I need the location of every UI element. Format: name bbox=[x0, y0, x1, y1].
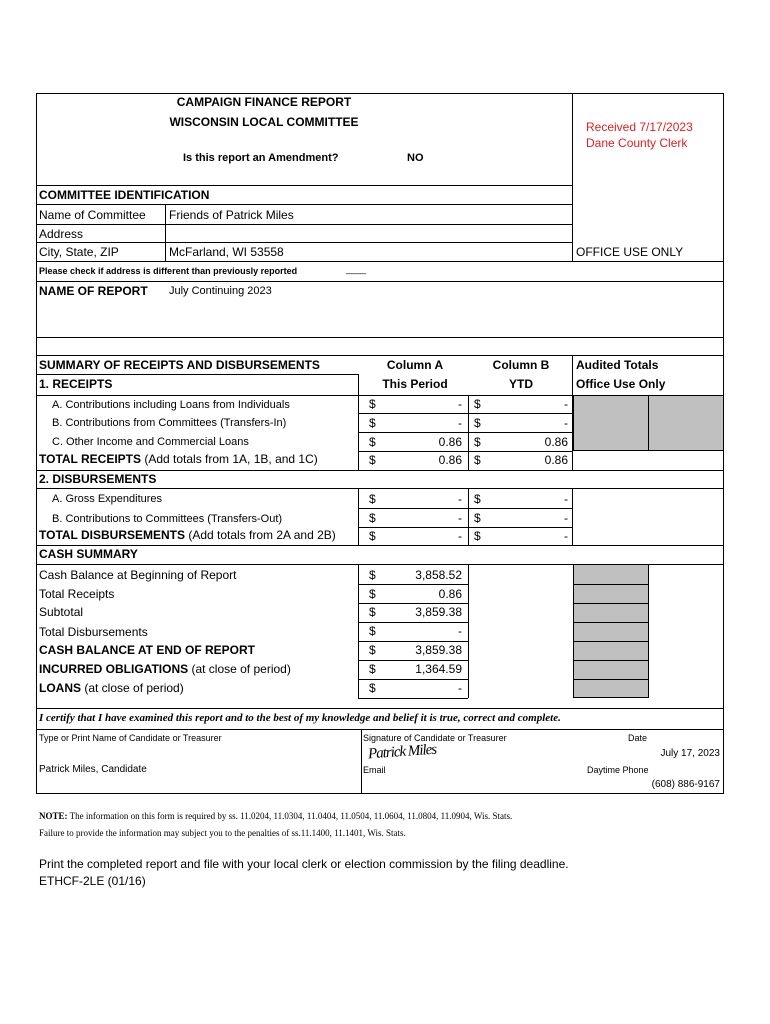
disbursements-row-a-col-b[interactable]: - bbox=[564, 492, 568, 506]
total-receipts-label: TOTAL RECEIPTS (Add totals from 1A, 1B, and 1C) bbox=[39, 452, 318, 466]
currency-symbol: $ bbox=[369, 643, 376, 657]
certification-statement: I certify that I have examined this report and to the best of my knowledge and belief it is true, correct and complete. bbox=[39, 712, 561, 724]
committee-address-label: Address bbox=[39, 227, 84, 241]
office-use-only-label: OFFICE USE ONLY bbox=[576, 245, 684, 259]
col-b-header-line2: YTD bbox=[509, 377, 533, 391]
disbursements-row-a-col-a[interactable]: - bbox=[458, 492, 462, 506]
received-stamp-line1: Received 7/17/2023 bbox=[586, 120, 693, 134]
form-title-line1: CAMPAIGN FINANCE REPORT bbox=[176, 95, 352, 109]
receipts-row-a-col-b[interactable]: - bbox=[564, 397, 568, 411]
receipts-row-b-label: B. Contributions from Committees (Transfers-In) bbox=[52, 417, 287, 429]
currency-symbol: $ bbox=[369, 511, 376, 525]
currency-symbol: $ bbox=[474, 435, 481, 449]
currency-symbol: $ bbox=[369, 453, 376, 467]
total-receipts-col-b[interactable]: 0.86 bbox=[544, 453, 568, 467]
date-value[interactable]: July 17, 2023 bbox=[660, 748, 720, 759]
currency-symbol: $ bbox=[369, 624, 376, 638]
cash-row-beginning-value[interactable]: 3,858.52 bbox=[415, 568, 462, 582]
audited-header-line1: Audited Totals bbox=[576, 358, 659, 372]
currency-symbol: $ bbox=[474, 416, 481, 430]
report-name-value[interactable]: July Continuing 2023 bbox=[169, 285, 272, 297]
receipts-row-b-col-a[interactable]: - bbox=[458, 416, 462, 430]
cash-row-receipts-label: Total Receipts bbox=[39, 587, 115, 601]
committee-name-label: Name of Committee bbox=[39, 208, 146, 222]
audited-cell bbox=[573, 395, 649, 451]
receipts-section-title: 1. RECEIPTS bbox=[39, 377, 113, 391]
disbursements-row-b-label: B. Contributions to Committees (Transfers-Out) bbox=[52, 513, 283, 525]
receipts-row-c-col-b[interactable]: 0.86 bbox=[544, 435, 568, 449]
phone-value[interactable]: (608) 886-9167 bbox=[651, 779, 720, 790]
currency-symbol: $ bbox=[369, 662, 376, 676]
cash-row-subtotal-label: Subtotal bbox=[39, 605, 84, 619]
cash-row-end-balance-label: CASH BALANCE AT END OF REPORT bbox=[39, 643, 255, 657]
cash-row-loans-label: LOANS (at close of period) bbox=[39, 681, 184, 695]
treasurer-name-label: Type or Print Name of Candidate or Treasurer bbox=[39, 733, 222, 743]
col-a-header-line1: Column A bbox=[386, 358, 444, 372]
cash-row-disbursements-label: Total Disbursements bbox=[39, 625, 148, 639]
cash-row-disbursements-value[interactable]: - bbox=[458, 624, 462, 638]
legal-note: NOTE: The information on this form is required by ss. 11.0204, 11.0304, 11.0404, 11.0504, 11.0604, 11.0804, 11.0904, Wis. Stats. bbox=[39, 811, 513, 821]
cash-row-obligations-value[interactable]: 1,364.59 bbox=[415, 662, 462, 676]
currency-symbol: $ bbox=[474, 511, 481, 525]
cash-row-receipts-value[interactable]: 0.86 bbox=[438, 587, 462, 601]
treasurer-name-value[interactable]: Patrick Miles, Candidate bbox=[39, 764, 147, 775]
date-label: Date bbox=[628, 733, 648, 743]
cash-row-subtotal-value[interactable]: 3,859.38 bbox=[415, 605, 462, 619]
form-title-line2: WISCONSIN LOCAL COMMITTEE bbox=[169, 115, 359, 129]
total-disbursements-col-a[interactable]: - bbox=[458, 529, 462, 543]
office-use-divider bbox=[572, 93, 573, 261]
disbursements-row-b-col-b[interactable]: - bbox=[564, 511, 568, 525]
currency-symbol: $ bbox=[369, 605, 376, 619]
report-name-label: NAME OF REPORT bbox=[39, 284, 148, 298]
cash-summary-title: CASH SUMMARY bbox=[39, 547, 138, 561]
currency-symbol: $ bbox=[474, 529, 481, 543]
disbursements-section-title: 2. DISBURSEMENTS bbox=[39, 472, 157, 486]
currency-symbol: $ bbox=[474, 492, 481, 506]
currency-symbol: $ bbox=[474, 453, 481, 467]
address-change-checkbox[interactable]: ____ bbox=[346, 264, 367, 274]
signature-label: Signature of Candidate or Treasurer bbox=[363, 733, 507, 743]
penalty-note: Failure to provide the information may subject you to the penalties of ss.11.1400, 11.1401, Wis. Stats. bbox=[39, 828, 406, 838]
col-b-header-line1: Column B bbox=[492, 358, 550, 372]
disbursements-row-b-col-a[interactable]: - bbox=[458, 511, 462, 525]
currency-symbol: $ bbox=[369, 587, 376, 601]
currency-symbol: $ bbox=[369, 416, 376, 430]
received-stamp-line2: Dane County Clerk bbox=[586, 136, 688, 150]
cash-row-loans-value[interactable]: - bbox=[458, 681, 462, 695]
cash-row-end-balance-value[interactable]: 3,859.38 bbox=[415, 643, 462, 657]
receipts-row-c-label: C. Other Income and Commercial Loans bbox=[52, 436, 249, 448]
receipts-row-a-label: A. Contributions including Loans from Individuals bbox=[52, 399, 290, 411]
total-receipts-col-a[interactable]: 0.86 bbox=[438, 453, 462, 467]
committee-section-title: COMMITTEE IDENTIFICATION bbox=[39, 188, 210, 202]
cash-row-obligations-label: INCURRED OBLIGATIONS (at close of period) bbox=[39, 662, 291, 676]
currency-symbol: $ bbox=[474, 397, 481, 411]
committee-city-label: City, State, ZIP bbox=[39, 245, 119, 259]
committee-name-value[interactable]: Friends of Patrick Miles bbox=[169, 208, 294, 222]
summary-title: SUMMARY OF RECEIPTS AND DISBURSEMENTS bbox=[39, 358, 320, 372]
currency-symbol: $ bbox=[369, 435, 376, 449]
disbursements-row-a-label: A. Gross Expenditures bbox=[52, 493, 163, 505]
currency-symbol: $ bbox=[369, 492, 376, 506]
phone-label: Daytime Phone bbox=[587, 765, 649, 775]
cash-row-beginning-label: Cash Balance at Beginning of Report bbox=[39, 568, 237, 582]
amendment-question: Is this report an Amendment? bbox=[183, 152, 339, 164]
currency-symbol: $ bbox=[369, 681, 376, 695]
committee-city-value[interactable]: McFarland, WI 53558 bbox=[169, 245, 284, 259]
address-change-note: Please check if address is different than previously reported bbox=[39, 266, 298, 276]
total-disbursements-label: TOTAL DISBURSEMENTS (Add totals from 2A and 2B) bbox=[39, 528, 336, 542]
currency-symbol: $ bbox=[369, 568, 376, 582]
receipts-row-a-col-a[interactable]: - bbox=[458, 397, 462, 411]
form-id: ETHCF-2LE (01/16) bbox=[39, 874, 146, 888]
receipts-row-b-col-b[interactable]: - bbox=[564, 416, 568, 430]
filing-instruction: Print the completed report and file with your local clerk or election commission by the filing deadline. bbox=[39, 857, 569, 871]
col-a-header-line2: This Period bbox=[382, 377, 448, 391]
currency-symbol: $ bbox=[369, 529, 376, 543]
amendment-answer[interactable]: NO bbox=[407, 152, 424, 164]
email-label: Email bbox=[363, 765, 386, 775]
receipts-row-c-col-a[interactable]: 0.86 bbox=[438, 435, 462, 449]
total-disbursements-col-b[interactable]: - bbox=[564, 529, 568, 543]
currency-symbol: $ bbox=[369, 397, 376, 411]
audited-cell bbox=[648, 395, 724, 451]
audited-header-line2: Office Use Only bbox=[576, 377, 666, 391]
signature-value[interactable]: Patrick Miles bbox=[367, 741, 437, 763]
